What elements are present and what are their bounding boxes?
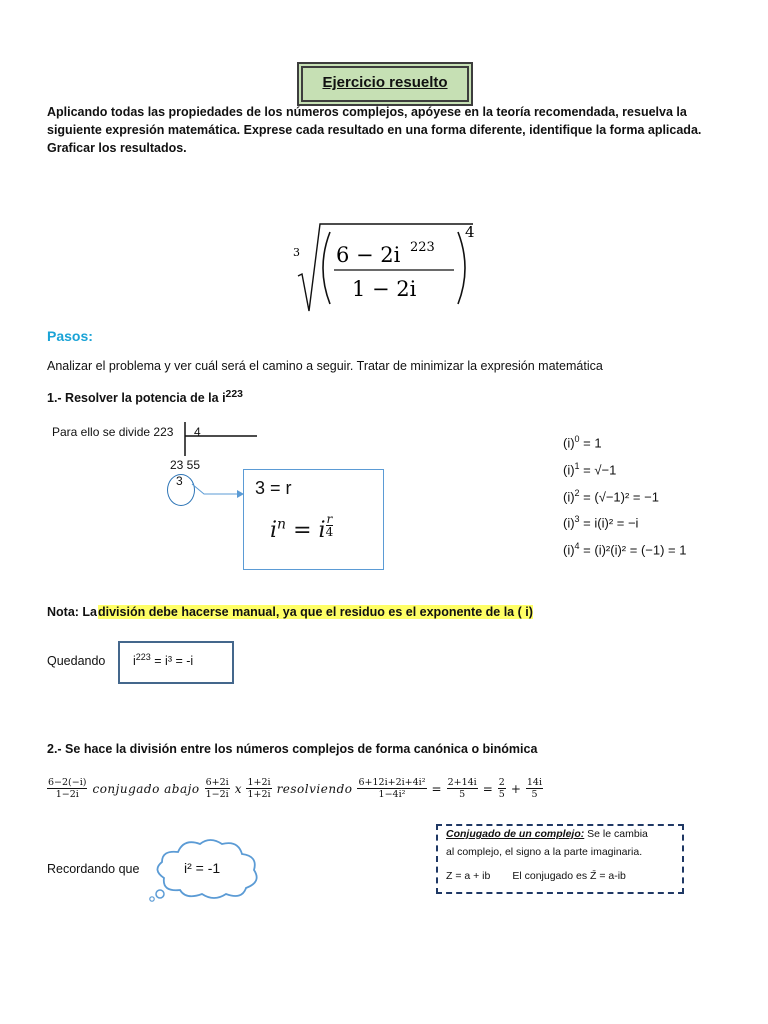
power-rhs: = √−1 [579, 462, 617, 478]
power-row [563, 428, 686, 455]
fraction-5-den: 5 [459, 789, 466, 800]
fraction-6-den: 5 [498, 789, 505, 800]
numerator-base: 6 − 2i [336, 243, 401, 267]
r-equation: 3 = r [255, 478, 292, 498]
power-rhs: = (√−1)² = −1 [579, 488, 659, 504]
cloud-text: i² = -1 [184, 860, 221, 876]
power-row [563, 535, 686, 562]
fraction-1 [47, 777, 87, 800]
fraction-4-den: 1−4i² [378, 789, 406, 800]
step2-heading: 2.- Se hace la división entre los números complejos de forma canónica o binómica [47, 742, 538, 756]
fraction-2-num: 6+2i [205, 777, 229, 788]
power-rhs: = 1 [579, 435, 602, 451]
left-paren [323, 232, 330, 304]
fraction-1-num: 6−2(−i) [48, 777, 87, 788]
fraction-6 [498, 777, 506, 800]
fraction-2-den: 1−2i [205, 789, 229, 800]
equals-1: = [431, 781, 442, 796]
power-exp: 3 [574, 514, 580, 525]
result-text [133, 652, 193, 668]
arrow-to-formula [190, 482, 246, 512]
intro-paragraph: Aplicando todas las propiedades de los números complejos, apóyese en la teoría recomendada, resuelva la siguiente expresión matemática. Exprese cada resultado en una forma diferente, identifique la forma aplicada. Graficar los resultados. [47, 105, 702, 155]
complex-division [47, 777, 543, 800]
conjugate-forms [446, 870, 626, 882]
power-rhs: = (i)²(i)² = (−1) = 1 [579, 542, 687, 558]
power-row [563, 455, 686, 482]
denominator: 1 − 2i [352, 277, 417, 301]
result-exp: 223 [135, 652, 151, 662]
power-exp: 2 [574, 487, 580, 498]
fraction-2 [205, 777, 230, 800]
remaining-label: Quedando [47, 654, 106, 668]
power-row [563, 482, 686, 509]
power-rhs: = i(i)² = −i [579, 515, 639, 531]
conjugate-body: al complejo, el signo a la parte imaginaria. [446, 846, 643, 858]
steps-heading: Pasos: [47, 328, 93, 344]
root-index: 3 [293, 246, 300, 259]
division-text: Para ello se divide 223 [52, 425, 174, 439]
step1-text: 1.- Resolver la potencia de la i [47, 391, 226, 406]
formula-eq: = [293, 518, 312, 543]
note-label-text: Nota: La [47, 605, 97, 619]
note-label [47, 605, 97, 619]
main-radical-expression [290, 218, 490, 318]
step1-heading [47, 389, 243, 405]
fraction-3-num: 1+2i [247, 777, 271, 788]
right-paren [458, 232, 465, 304]
result-rest: = i³ = -i [150, 654, 194, 669]
recall-label: Recordando que [47, 862, 140, 876]
formula-r: r [326, 512, 333, 526]
power-exp: 0 [574, 434, 580, 444]
conjugate-form-1: Z = a + ib [446, 870, 491, 882]
quotient-row: 23 55 [170, 458, 201, 472]
conjugate-title-rest: Se le cambia [584, 828, 648, 840]
power-lhs: (i) [563, 542, 575, 558]
power-lhs: (i) [563, 462, 575, 478]
power-row [563, 508, 686, 535]
note-text: división debe hacerse manual, ya que el residuo es el exponente de la ( i) [98, 605, 533, 619]
outer-exponent: 4 [465, 223, 475, 241]
power-exp: 1 [574, 460, 580, 471]
formula-rhs-base: i [318, 518, 326, 543]
title-text: Ejercicio resuelto [322, 74, 448, 91]
fraction-5 [447, 777, 478, 800]
fraction-4-num: 6+12i+2i+4i² [358, 777, 426, 788]
fraction-5-num: 2+14i [447, 777, 477, 788]
power-lhs: (i) [563, 488, 575, 504]
power-exp: 4 [574, 541, 580, 552]
title-box [301, 66, 469, 102]
word-resolviendo: resolviendo [276, 781, 353, 796]
result-base: i [133, 654, 136, 669]
power-lhs: (i) [563, 515, 575, 531]
fraction-7-num: 14i [526, 777, 543, 788]
powers-of-i-list [563, 428, 686, 562]
fraction-3 [246, 777, 271, 800]
plus-sign: + [510, 781, 521, 796]
fraction-3-den: 1+2i [247, 789, 271, 800]
formula-four: 4 [325, 525, 334, 539]
equals-2: = [482, 781, 493, 796]
fraction-7 [526, 777, 543, 800]
remainder: 3 [176, 474, 183, 488]
numerator-exponent: 223 [410, 240, 435, 255]
fraction-1-den: 1−2i [55, 789, 79, 800]
formula-base: i [270, 518, 278, 543]
conjugate-title [446, 828, 648, 840]
power-lhs: (i) [563, 435, 575, 451]
formula-n: n [277, 516, 287, 533]
times-sign: x [234, 781, 242, 796]
analyze-text: Analizar el problema y ver cuál será el camino a seguir. Tratar de minimizar la expresión matemática [47, 359, 603, 373]
fraction-6-num: 2 [498, 777, 505, 788]
divisor: 4 [194, 425, 201, 439]
conjugate-title-bold: Conjugado de un complejo: [446, 828, 585, 840]
conjugate-form-2: El conjugado es Z̄ = a-ib [512, 870, 626, 882]
step1-exponent: 223 [225, 389, 243, 400]
fraction-7-den: 5 [531, 789, 538, 800]
formula-exp-fraction [326, 513, 334, 538]
fraction-4 [357, 777, 426, 800]
word-conjugado: conjugado abajo [92, 781, 200, 796]
power-formula [270, 513, 333, 543]
